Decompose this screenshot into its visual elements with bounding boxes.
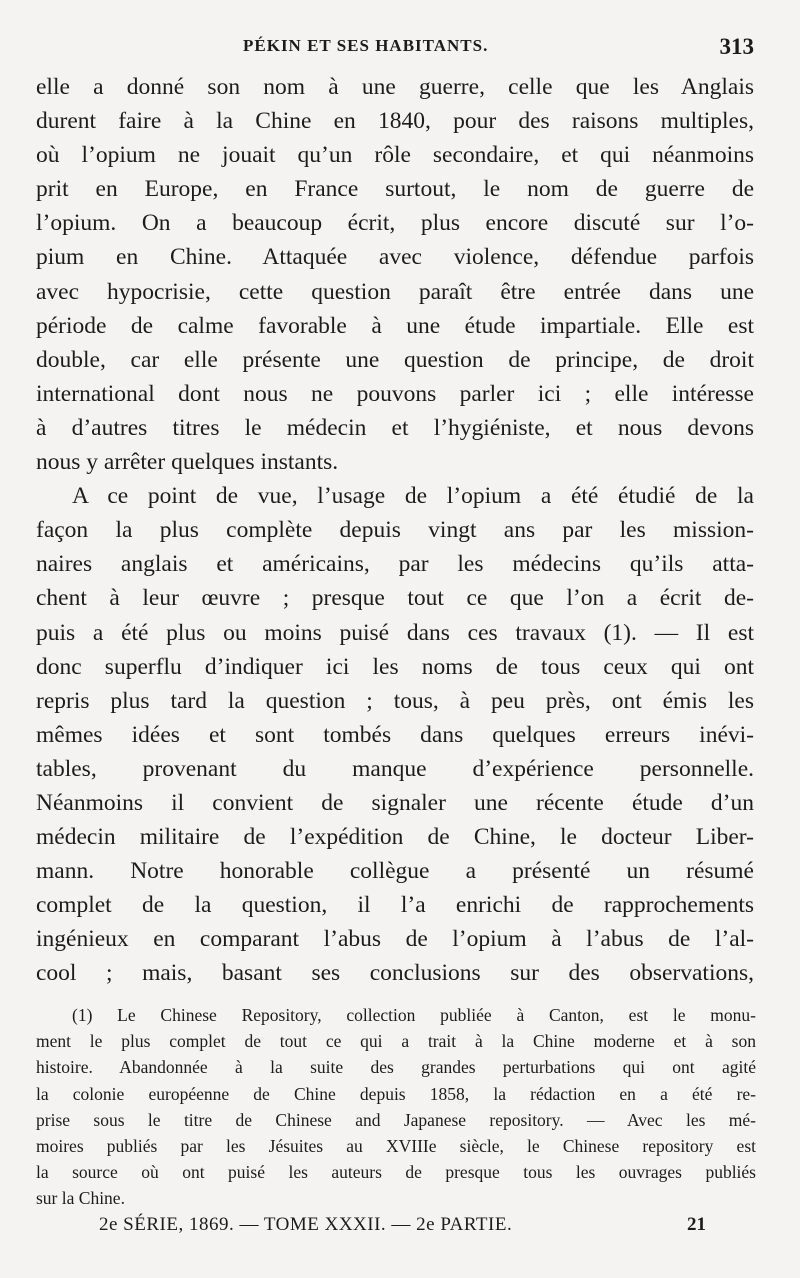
text-line: à d’autres titres le médecin et l’hygiéniste, et nous devons [36, 414, 754, 441]
body-text [36, 70, 754, 991]
text-line: double, car elle présente une question de principe, de droit [36, 346, 754, 373]
page-number: 313 [719, 34, 754, 59]
running-title: PÉKIN ET SES HABITANTS. [243, 36, 489, 55]
page-footer [0, 1214, 800, 1244]
running-head [0, 34, 800, 64]
footnote-line: la source où ont puisé les auteurs de presque tous les ouvrages publiés [36, 1162, 756, 1183]
text-line: cool ; mais, basant ses conclusions sur des observations, [36, 960, 754, 987]
text-line: durent faire à la Chine en 1840, pour des raisons multiples, [36, 108, 754, 135]
text-line: où l’opium ne jouait qu’un rôle secondaire, et qui néanmoins [36, 142, 754, 169]
text-line: puis a été plus ou moins puisé dans ces travaux (1). — Il est [36, 619, 754, 646]
footnote-line: sur la Chine. [36, 1188, 125, 1209]
text-line: l’opium. On a beaucoup écrit, plus encore discuté sur l’o- [36, 210, 754, 237]
text-line: médecin militaire de l’expédition de Chine, le docteur Liber- [36, 824, 754, 851]
footnote-line: prise sous le titre de Chinese and Japanese repository. — Avec les mé- [36, 1109, 756, 1130]
footnote-line: (1) Le Chinese Repository, collection publiée à Canton, est le monu- [72, 1005, 756, 1025]
text-line: elle a donné son nom à une guerre, celle que les Anglais [36, 74, 754, 100]
text-line: tables, provenant du manque d’expérience personnelle. [36, 755, 754, 782]
text-line: avec hypocrisie, cette question paraît être entrée dans une [36, 278, 754, 305]
footnote-line: moires publiés par les Jésuites au XVIIIe siècle, le Chinese repository est [36, 1135, 756, 1156]
footnotes [36, 1002, 756, 1212]
text-line: période de calme favorable à une étude impartiale. Elle est [36, 312, 754, 339]
text-line: international dont nous ne pouvons parler ici ; elle intéresse [36, 380, 754, 407]
text-line: mann. Notre honorable collègue a présenté un résumé [36, 858, 754, 885]
footnote-line: histoire. Abandonnée à la suite des grandes perturbations qui ont agité [36, 1057, 756, 1078]
printer-signature: 2e SÉRIE, 1869. — TOME XXXII. — 2e PARTIE. [99, 1214, 513, 1235]
text-line: mêmes idées et sont tombés dans quelques erreurs inévi- [36, 721, 754, 748]
text-line: Néanmoins il convient de signaler une récente étude d’un [36, 789, 754, 816]
text-line: complet de la question, il l’a enrichi de rapprochements [36, 892, 754, 919]
text-line: pium en Chine. Attaquée avec violence, défendue parfois [36, 244, 754, 271]
text-line: façon la plus complète depuis vingt ans par les mission- [36, 517, 754, 544]
text-line: prit en Europe, en France surtout, le nom de guerre de [36, 176, 754, 203]
text-line: A ce point de vue, l’usage de l’opium a été étudié de la [72, 483, 754, 510]
footnote-line: la colonie européenne de Chine depuis 1858, la rédaction en a été re- [36, 1083, 756, 1104]
text-line: repris plus tard la question ; tous, à peu près, ont émis les [36, 687, 754, 714]
sheet-number: 21 [687, 1214, 706, 1235]
text-line: donc superflu d’indiquer ici les noms de tous ceux qui ont [36, 653, 754, 680]
text-line: ingénieux en comparant l’abus de l’opium à l’abus de l’al- [36, 926, 754, 953]
text-line: nous y arrêter quelques instants. [36, 449, 339, 476]
footnote-line: ment le plus complet de tout ce qui a trait à la Chine moderne et à son [36, 1031, 756, 1052]
text-line: naires anglais et américains, par les médecins qu’ils atta- [36, 551, 754, 578]
text-line: chent à leur œuvre ; presque tout ce que l’on a écrit de- [36, 585, 754, 612]
